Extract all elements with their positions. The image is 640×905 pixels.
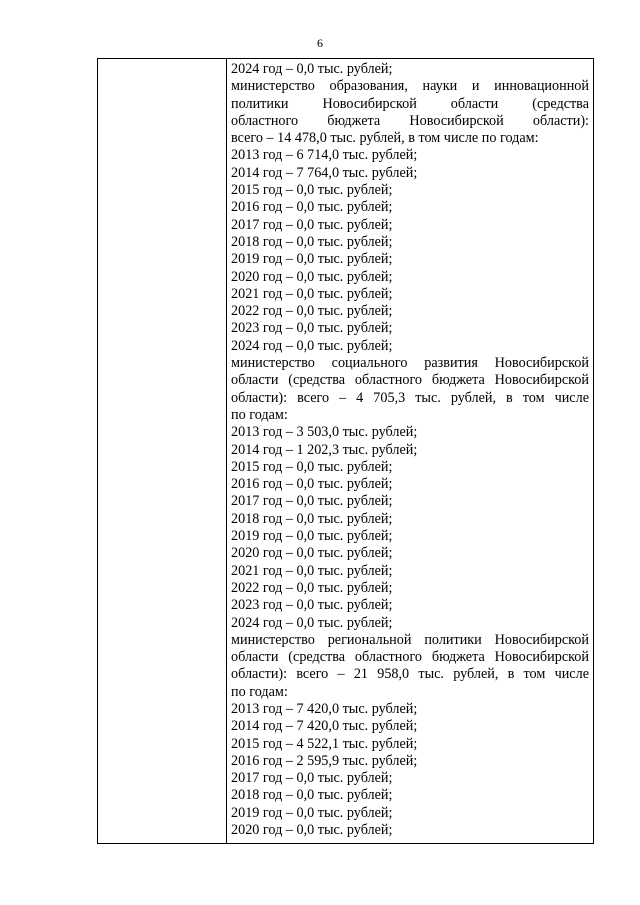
text-line: 2013 год – 6 714,0 тыс. рублей;	[231, 147, 418, 164]
text-line: 2021 год – 0,0 тыс. рублей;	[231, 285, 393, 302]
text-line: 2023 год – 0,0 тыс. рублей;	[231, 320, 393, 337]
text-line: 2022 год – 0,0 тыс. рублей;	[231, 579, 393, 596]
text-line: политики Новосибирской области (средства	[231, 95, 589, 112]
text-line: 2018 год – 0,0 тыс. рублей;	[231, 510, 393, 527]
text-line: 2019 год – 0,0 тыс. рублей;	[231, 804, 393, 821]
text-line: 2015 год – 4 522,1 тыс. рублей;	[231, 735, 418, 752]
text-line: 2017 год – 0,0 тыс. рублей;	[231, 493, 393, 510]
text-line: 2020 год – 0,0 тыс. рублей;	[231, 545, 393, 562]
text-line: 2018 год – 0,0 тыс. рублей;	[231, 787, 393, 804]
text-line: по годам:	[231, 683, 288, 700]
text-line: 2016 год – 0,0 тыс. рублей;	[231, 476, 393, 493]
text-line: 2014 год – 7 764,0 тыс. рублей;	[231, 164, 418, 181]
text-line: 2017 год – 0,0 тыс. рублей;	[231, 770, 393, 787]
text-line: всего – 14 478,0 тыс. рублей, в том числе по годам:	[231, 130, 539, 147]
text-line: 2022 год – 0,0 тыс. рублей;	[231, 303, 393, 320]
text-line: 2024 год – 0,0 тыс. рублей;	[231, 614, 393, 631]
text-line: области (средства областного бюджета Новосибирской	[231, 372, 589, 389]
funding-table	[97, 58, 594, 844]
text-line: министерство образования, науки и инновационной	[231, 78, 589, 95]
text-line: 2020 год – 0,0 тыс. рублей;	[231, 822, 393, 839]
text-line: 2018 год – 0,0 тыс. рублей;	[231, 233, 393, 250]
text-line: 2024 год – 0,0 тыс. рублей;	[231, 337, 393, 354]
text-line: 2017 год – 0,0 тыс. рублей;	[231, 216, 393, 233]
text-line: 2014 год – 7 420,0 тыс. рублей;	[231, 718, 418, 735]
text-line: области (средства областного бюджета Новосибирской	[231, 649, 589, 666]
text-line: области): всего – 4 705,3 тыс. рублей, в том числе	[231, 389, 589, 406]
text-line: 2021 год – 0,0 тыс. рублей;	[231, 562, 393, 579]
text-line: 2015 год – 0,0 тыс. рублей;	[231, 458, 393, 475]
page-number: 6	[317, 36, 323, 50]
text-line: 2015 год – 0,0 тыс. рублей;	[231, 182, 393, 199]
text-line: 2020 год – 0,0 тыс. рублей;	[231, 268, 393, 285]
text-line: 2013 год – 7 420,0 тыс. рублей;	[231, 700, 418, 717]
text-line: министерство социального развития Новосибирской	[231, 355, 589, 372]
text-line: 2013 год – 3 503,0 тыс. рублей;	[231, 424, 418, 441]
table-left-cell	[98, 59, 227, 843]
text-line: 2019 год – 0,0 тыс. рублей;	[231, 528, 393, 545]
text-line: 2019 год – 0,0 тыс. рублей;	[231, 251, 393, 268]
text-line: 2024 год – 0,0 тыс. рублей;	[231, 61, 393, 77]
text-line: 2016 год – 0,0 тыс. рублей;	[231, 199, 393, 216]
text-line: 2016 год – 2 595,9 тыс. рублей;	[231, 752, 418, 769]
text-line: областного бюджета Новосибирской области):	[231, 112, 589, 129]
text-line: 2023 год – 0,0 тыс. рублей;	[231, 597, 393, 614]
text-line: министерство региональной политики Новосибирской	[231, 631, 589, 648]
text-line: области): всего – 21 958,0 тыс. рублей, в том числе	[231, 666, 589, 683]
text-line: по годам:	[231, 406, 288, 423]
table-right-cell	[227, 59, 593, 843]
text-line: 2014 год – 1 202,3 тыс. рублей;	[231, 441, 418, 458]
